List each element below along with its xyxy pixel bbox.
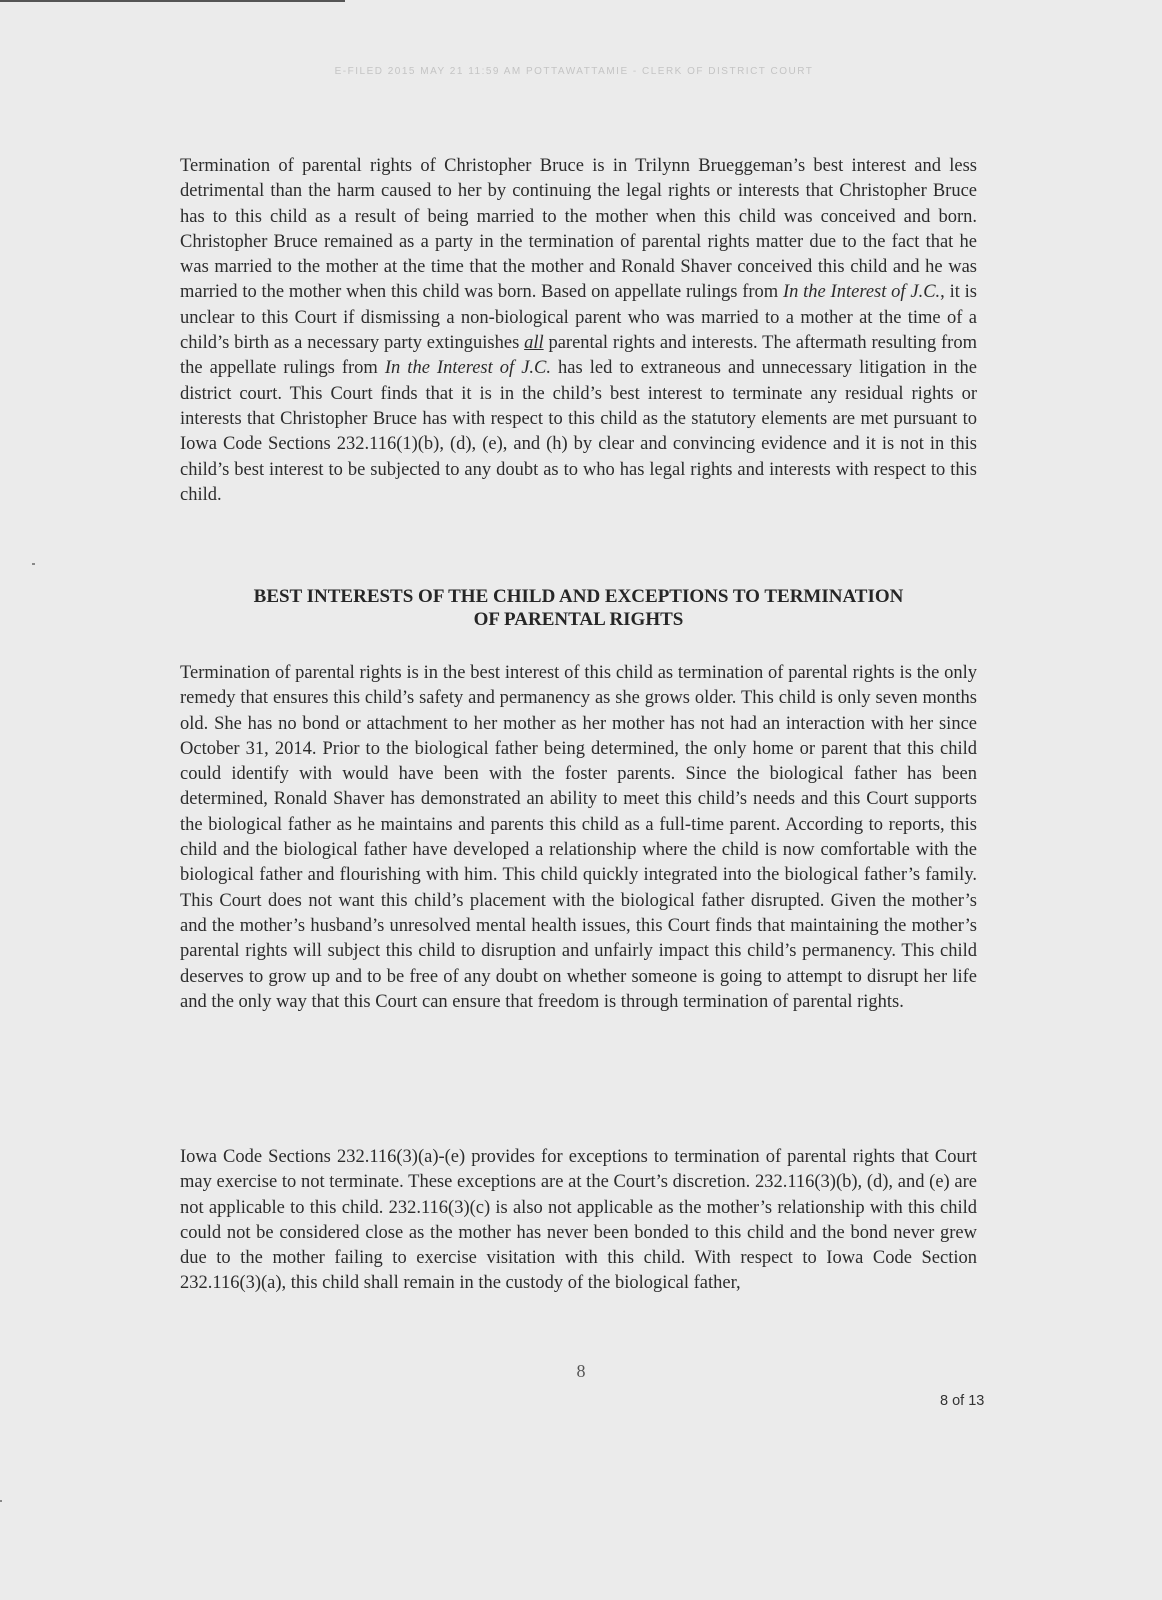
scan-speck <box>32 563 35 565</box>
scan-speck <box>0 1500 2 1502</box>
case-citation-jc: In the Interest of J.C. <box>384 358 552 379</box>
emphasis-all: all <box>524 333 544 354</box>
paragraph-best-interest: Termination of parental rights is in the best interest of this child as termination of parental rights is the only remedy that ensures this child’s safety and permanency as she grows older. This child is only seven months old. She has no bond or attachment to her mother as her mother has not had an interaction with her since October 31, 2014. Prior to the biological father being determined, the only home or parent that this child could identify with would have been with the foster parents. Since the biological father has been determined, Ronald Shaver has demonstrated an ability to meet this child’s needs and this Court supports the biological father as he maintains and parents this child as a full-time parent. According to reports, this child and the biological father have developed a relationship where the child is now comfortable with the biological father and flourishing with him. This child quickly integrated into the biological father’s family. This Court does not want this child’s placement with the biological father disrupted. Given the mother’s and the mother’s husband’s unresolved mental health issues, this Court finds that maintaining the mother’s parental rights will subject this child to disruption and unfairly impact this child’s permanency. This child deserves to grow up and to be free of any doubt on whether someone is going to attempt to disrupt her life and the only way that this Court can ensure that freedom is through termination of parental rights. <box>180 663 977 1012</box>
paragraph-1-text-c: parental rights and interests. The aftermath resulting from the appellate rulings from <box>180 333 977 379</box>
page-number: 8 <box>576 1361 586 1381</box>
section-heading-line-1: BEST INTERESTS OF THE CHILD AND EXCEPTIONS TO TERMINATION <box>253 586 904 607</box>
section-heading-line-2: OF PARENTAL RIGHTS <box>473 609 684 630</box>
efiling-stamp: E-FILED 2015 MAY 21 11:59 AM POTTAWATTAMIE - CLERK OF DISTRICT COURT <box>334 66 814 77</box>
page-count: 8 of 13 <box>940 1393 985 1409</box>
paragraph-1-text-b: , it is unclear to this Court if dismissing a non-biological parent who was married to a mother at the time of a child’s birth as a necessary party extinguishes <box>180 282 977 354</box>
section-heading <box>180 585 977 631</box>
scan-edge-line <box>0 0 345 2</box>
paragraph-exceptions: Iowa Code Sections 232.116(3)(a)-(e) provides for exceptions to termination of parental rights that Court may exercise to not terminate. These exceptions are at the Court’s discretion. 232.116(3)(b), (d), and (e) are not applicable to this child. 232.116(3)(c) is also not applicable as the mother’s relationship with this child could not be considered close as the mother has never been bonded to this child and the bond never grew due to the mother failing to exercise visitation with this child. With respect to Iowa Code Section 232.116(3)(a), this child shall remain in the custody of the biological father, <box>180 1147 977 1294</box>
case-citation-jc: In the Interest of J.C. <box>782 282 941 303</box>
paragraph-termination-christopher-bruce <box>180 154 977 508</box>
paragraph-1-text-a: Termination of parental rights of Christopher Bruce is in Trilynn Brueggeman’s best interest and less detrimental than the harm caused to her by continuing the legal rights or interests that Christopher Bruce has to this child as a result of being married to the mother when this child was conceived and born. Christopher Bruce remained as a party in the termination of parental rights matter due to the fact that he was married to the mother at the time that the mother and Ronald Shaver conceived this child and he was married to the mother when this child was born. Based on appellate rulings from <box>180 156 977 303</box>
paragraph-1-text-d: has led to extraneous and unnecessary litigation in the district court. This Court finds that it is in the child’s best interest to terminate any residual rights or interests that Christopher Bruce has with respect to this child as the statutory elements are met pursuant to Iowa Code Sections 232.116(1)(b), (d), (e), and (h) by clear and convincing evidence and it is not in this child’s best interest to be subjected to any doubt as to who has legal rights and interests with respect to this child. <box>180 358 977 505</box>
